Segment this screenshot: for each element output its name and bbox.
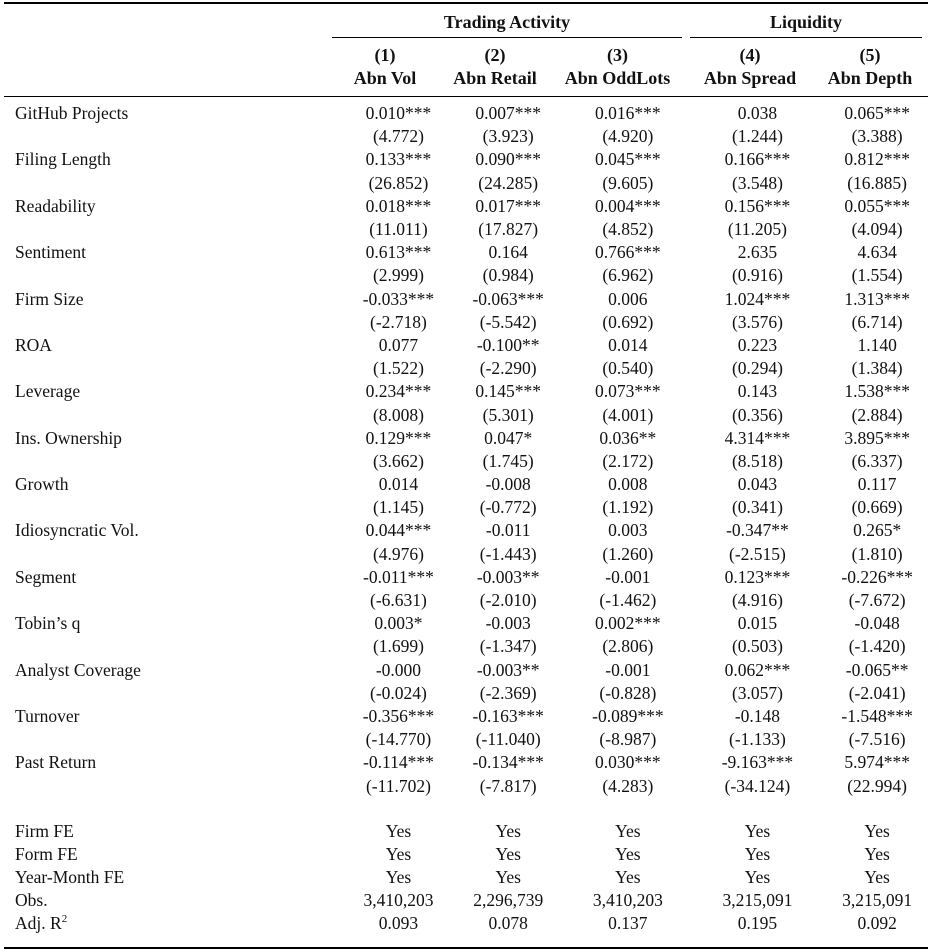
cell-col-4: (-2.515) bbox=[729, 543, 786, 564]
column-number: (4) bbox=[739, 45, 761, 65]
cell-col-5: (6.337) bbox=[851, 450, 903, 471]
group-header-liquidity: Liquidity bbox=[769, 12, 843, 32]
t-stat-row bbox=[0, 635, 932, 658]
cell-col-4: (3.548) bbox=[731, 172, 783, 193]
cell-col-1: (26.852) bbox=[368, 172, 429, 193]
row-label bbox=[0, 566, 344, 589]
cell-col-1: (11.011) bbox=[369, 219, 428, 240]
cell-col-4: 3,215,091 bbox=[722, 890, 793, 911]
cell-col-5: 0.065*** bbox=[844, 103, 910, 124]
cell-col-1: (2.999) bbox=[372, 265, 424, 286]
column-header-4 bbox=[685, 44, 815, 90]
column-number: (3) bbox=[607, 45, 628, 65]
cell-col-5: 1.313*** bbox=[844, 288, 910, 309]
row-label-text: Filing Length bbox=[15, 149, 111, 170]
cell-col-4: -9.163*** bbox=[721, 752, 794, 773]
group-rule-liquidity bbox=[690, 37, 922, 38]
row-label bbox=[0, 357, 344, 380]
cell-col-2: 0.007*** bbox=[475, 103, 541, 124]
row-label-text: ROA bbox=[15, 334, 52, 355]
cell-col-2: (24.285) bbox=[478, 172, 539, 193]
row-label bbox=[0, 473, 344, 496]
cell-col-2: -0.003** bbox=[476, 566, 540, 587]
cell-col-5: 3.895*** bbox=[844, 427, 910, 448]
coefficient-row bbox=[0, 427, 932, 450]
cell-col-1: 0.014 bbox=[378, 474, 419, 495]
coefficient-row bbox=[0, 380, 932, 403]
row-label bbox=[0, 172, 344, 195]
coefficient-table bbox=[0, 102, 932, 936]
cell-col-1: 0.044*** bbox=[365, 520, 432, 541]
cell-col-1: (3.662) bbox=[372, 450, 424, 471]
cell-col-5: 0.092 bbox=[857, 913, 897, 934]
coefficient-row bbox=[0, 566, 932, 589]
t-stat-row bbox=[0, 543, 932, 566]
coefficient-row bbox=[0, 519, 932, 542]
column-name: Abn Depth bbox=[827, 68, 913, 88]
cell-col-4: 1.024*** bbox=[724, 288, 791, 309]
row-label bbox=[0, 659, 344, 682]
row-label bbox=[0, 705, 344, 728]
cell-col-3: 0.014 bbox=[608, 334, 648, 355]
cell-col-4: Yes bbox=[744, 867, 771, 888]
cell-col-5: (4.094) bbox=[851, 219, 903, 240]
cell-col-1: (1.145) bbox=[372, 497, 424, 518]
cell-col-5: (1.384) bbox=[851, 358, 903, 379]
cell-col-5: (-7.672) bbox=[848, 590, 906, 611]
cell-col-3: Yes bbox=[615, 820, 641, 841]
cell-col-5: (6.714) bbox=[851, 311, 903, 332]
cell-col-3: 0.030*** bbox=[595, 752, 661, 773]
cell-col-1: 0.613*** bbox=[365, 242, 432, 263]
cell-col-3: 0.008 bbox=[608, 474, 648, 495]
cell-col-1: (8.008) bbox=[372, 404, 424, 425]
column-number: (5) bbox=[859, 45, 881, 65]
cell-col-5: 3,215,091 bbox=[842, 890, 913, 911]
t-stat-row bbox=[0, 589, 932, 612]
cell-col-1: -0.114*** bbox=[363, 752, 434, 773]
cell-col-2: Yes bbox=[495, 867, 521, 888]
cell-col-4: 0.062*** bbox=[724, 659, 791, 680]
row-label bbox=[0, 889, 344, 912]
t-stat-row bbox=[0, 774, 932, 797]
coefficient-row bbox=[0, 195, 932, 218]
cell-col-3: 0.045*** bbox=[595, 149, 661, 170]
cell-col-3: 0.073*** bbox=[595, 381, 661, 402]
cell-col-2: (5.301) bbox=[482, 404, 534, 425]
cell-col-4: 0.156*** bbox=[724, 195, 791, 216]
cell-col-1: 0.234*** bbox=[365, 381, 432, 402]
cell-col-3: Yes bbox=[615, 843, 641, 864]
superscript: 2 bbox=[61, 913, 68, 926]
cell-col-5: -0.065** bbox=[845, 659, 909, 680]
cell-col-5: 0.117 bbox=[857, 474, 897, 495]
cell-col-3: 0.002*** bbox=[595, 613, 661, 634]
row-label-text: Form FE bbox=[15, 843, 78, 864]
row-label bbox=[0, 264, 344, 287]
spacer-row bbox=[0, 798, 932, 820]
column-name: Abn Retail bbox=[453, 68, 537, 88]
t-stat-row bbox=[0, 728, 932, 751]
cell-col-1: 0.010*** bbox=[365, 103, 432, 124]
table-bottom-rule bbox=[4, 947, 928, 949]
cell-col-5: -1.548*** bbox=[841, 705, 913, 726]
row-label-text: Year-Month FE bbox=[15, 867, 125, 888]
cell-col-4: 4.314*** bbox=[724, 427, 791, 448]
cell-col-5: (1.554) bbox=[851, 265, 903, 286]
column-header-1 bbox=[330, 44, 440, 90]
cell-col-1: 0.018*** bbox=[365, 195, 432, 216]
cell-col-4: 0.195 bbox=[737, 913, 778, 934]
t-stat-row bbox=[0, 218, 932, 241]
t-stat-row bbox=[0, 403, 932, 426]
t-stat-row bbox=[0, 496, 932, 519]
cell-col-4: 0.166*** bbox=[724, 149, 791, 170]
coefficient-row bbox=[0, 288, 932, 311]
cell-col-3: (2.806) bbox=[602, 636, 654, 657]
group-rule-trading-activity bbox=[332, 37, 682, 38]
row-label bbox=[0, 148, 344, 171]
row-label-text: Growth bbox=[15, 474, 69, 495]
cell-col-3: (4.001) bbox=[602, 404, 654, 425]
cell-col-1: (-6.631) bbox=[370, 590, 427, 611]
cell-col-2: -0.134*** bbox=[472, 752, 544, 773]
cell-col-3: (1.192) bbox=[602, 497, 654, 518]
coefficient-row bbox=[0, 473, 932, 496]
cell-col-5: -0.048 bbox=[854, 613, 900, 634]
cell-col-2: (-11.040) bbox=[475, 729, 541, 750]
group-header-trading-activity: Trading Activity bbox=[443, 12, 571, 32]
cell-col-4: (1.244) bbox=[731, 126, 783, 147]
coefficient-row bbox=[0, 659, 932, 682]
row-label-text: Firm Size bbox=[15, 288, 84, 309]
cell-col-5: 4.634 bbox=[857, 242, 897, 263]
cell-col-1: (1.522) bbox=[372, 358, 424, 379]
footer-row bbox=[0, 912, 932, 935]
row-label-text: GitHub Projects bbox=[15, 103, 129, 124]
cell-col-2: 2,296,739 bbox=[473, 890, 544, 911]
row-label bbox=[0, 589, 344, 612]
cell-col-4: (-1.133) bbox=[729, 729, 786, 750]
cell-col-2: (-5.542) bbox=[479, 311, 537, 332]
row-label bbox=[0, 751, 344, 774]
row-label-text: Tobin’s q bbox=[15, 613, 81, 634]
cell-col-4: (3.576) bbox=[731, 311, 783, 332]
cell-col-4: (0.356) bbox=[731, 404, 783, 425]
row-label bbox=[0, 543, 344, 566]
cell-col-1: -0.000 bbox=[375, 659, 422, 680]
cell-col-3: 0.036** bbox=[599, 427, 657, 448]
cell-col-2: -0.003 bbox=[485, 613, 531, 634]
cell-col-5: 0.055*** bbox=[844, 195, 910, 216]
cell-col-1: 3,410,203 bbox=[363, 890, 434, 911]
row-label bbox=[0, 288, 344, 311]
cell-col-2: (-1.347) bbox=[479, 636, 537, 657]
row-label bbox=[0, 195, 344, 218]
cell-col-5: (-2.041) bbox=[848, 682, 906, 703]
cell-col-2: (-2.290) bbox=[479, 358, 537, 379]
cell-col-3: (-0.828) bbox=[599, 682, 657, 703]
cell-col-5: (3.388) bbox=[851, 126, 903, 147]
cell-col-5: (-7.516) bbox=[848, 729, 906, 750]
cell-col-4: (-34.124) bbox=[724, 775, 791, 796]
t-stat-row bbox=[0, 172, 932, 195]
cell-col-5: 0.265* bbox=[853, 520, 902, 541]
row-label-text: Segment bbox=[15, 566, 77, 587]
t-stat-row bbox=[0, 125, 932, 148]
cell-col-1: Yes bbox=[385, 843, 412, 864]
cell-col-3: 0.006 bbox=[608, 288, 648, 309]
footer-row bbox=[0, 866, 932, 889]
cell-col-5: Yes bbox=[864, 843, 890, 864]
cell-col-5: Yes bbox=[864, 820, 890, 841]
column-name: Abn Vol bbox=[353, 68, 417, 88]
header-bottom-rule bbox=[4, 96, 928, 97]
cell-col-2: (17.827) bbox=[478, 219, 539, 240]
cell-col-2: -0.011 bbox=[485, 520, 531, 541]
cell-col-1: -0.033*** bbox=[362, 288, 435, 309]
cell-col-4: 0.038 bbox=[737, 103, 778, 124]
cell-col-2: 0.017*** bbox=[475, 195, 541, 216]
cell-col-1: 0.093 bbox=[378, 913, 419, 934]
cell-col-2: (1.745) bbox=[482, 450, 534, 471]
cell-col-4: 0.143 bbox=[737, 381, 778, 402]
cell-col-5: 5.974*** bbox=[844, 752, 910, 773]
row-label bbox=[0, 102, 344, 125]
t-stat-row bbox=[0, 450, 932, 473]
cell-col-5: 1.538*** bbox=[844, 381, 910, 402]
cell-col-5: (2.884) bbox=[851, 404, 903, 425]
cell-col-2: (-7.817) bbox=[479, 775, 537, 796]
cell-col-2: (-1.443) bbox=[479, 543, 537, 564]
column-header-5 bbox=[815, 44, 925, 90]
row-label bbox=[0, 450, 344, 473]
t-stat-row bbox=[0, 682, 932, 705]
column-header-2 bbox=[440, 44, 550, 90]
footer-row bbox=[0, 889, 932, 912]
cell-col-2: 0.078 bbox=[488, 913, 528, 934]
row-label-text: Readability bbox=[15, 195, 96, 216]
table-top-rule bbox=[4, 2, 928, 4]
column-number: (1) bbox=[374, 45, 396, 65]
cell-col-2: 0.145*** bbox=[475, 381, 541, 402]
row-label bbox=[0, 612, 344, 635]
cell-col-1: (4.772) bbox=[372, 126, 424, 147]
column-name: Abn OddLots bbox=[564, 68, 671, 88]
cell-col-4: -0.347** bbox=[726, 520, 789, 541]
cell-col-4: -0.148 bbox=[734, 705, 781, 726]
row-label-text: Leverage bbox=[15, 381, 81, 402]
row-label-text: Turnover bbox=[15, 705, 80, 726]
cell-col-3: (6.962) bbox=[602, 265, 654, 286]
cell-col-3: (4.852) bbox=[602, 219, 654, 240]
cell-col-3: 0.016*** bbox=[595, 103, 661, 124]
row-label bbox=[0, 125, 344, 148]
row-label bbox=[0, 380, 344, 403]
cell-col-4: (11.205) bbox=[727, 219, 788, 240]
cell-col-4: (0.916) bbox=[731, 265, 783, 286]
cell-col-4: Yes bbox=[744, 843, 771, 864]
cell-col-5: (-1.420) bbox=[848, 636, 906, 657]
row-label bbox=[0, 403, 344, 426]
cell-col-3: 0.004*** bbox=[595, 195, 661, 216]
cell-col-4: (8.518) bbox=[731, 450, 783, 471]
cell-col-1: (-11.702) bbox=[365, 775, 431, 796]
row-label bbox=[0, 912, 344, 935]
cell-col-1: (-2.718) bbox=[370, 311, 427, 332]
cell-col-2: 0.164 bbox=[488, 242, 528, 263]
row-label-text: Firm FE bbox=[15, 820, 74, 841]
cell-col-4: (0.341) bbox=[731, 497, 783, 518]
cell-col-3: 0.137 bbox=[608, 913, 648, 934]
cell-col-3: Yes bbox=[615, 867, 641, 888]
cell-col-2: Yes bbox=[495, 820, 521, 841]
row-label bbox=[0, 311, 344, 334]
cell-col-1: (1.699) bbox=[372, 636, 424, 657]
cell-col-4: 0.043 bbox=[737, 474, 778, 495]
row-label bbox=[0, 334, 344, 357]
cell-col-3: 3,410,203 bbox=[592, 890, 663, 911]
cell-col-2: (-2.369) bbox=[479, 682, 537, 703]
coefficient-row bbox=[0, 241, 932, 264]
cell-col-4: 2.635 bbox=[737, 242, 778, 263]
cell-col-1: Yes bbox=[385, 820, 412, 841]
cell-col-2: -0.003** bbox=[476, 659, 540, 680]
row-label bbox=[0, 635, 344, 658]
row-label-text: Sentiment bbox=[15, 242, 86, 263]
cell-col-5: 1.140 bbox=[857, 334, 897, 355]
row-label-text: Past Return bbox=[15, 752, 97, 773]
cell-col-1: 0.003* bbox=[374, 613, 423, 634]
cell-col-1: (4.976) bbox=[372, 543, 424, 564]
cell-col-5: (16.885) bbox=[847, 172, 908, 193]
row-label-text: Ins. Ownership bbox=[15, 427, 122, 448]
cell-col-2: Yes bbox=[495, 843, 521, 864]
coefficient-row bbox=[0, 148, 932, 171]
row-label bbox=[0, 866, 344, 889]
coefficient-row bbox=[0, 705, 932, 728]
coefficient-row bbox=[0, 751, 932, 774]
cell-col-4: (3.057) bbox=[731, 682, 783, 703]
cell-col-4: 0.123*** bbox=[724, 566, 791, 587]
cell-col-2: (3.923) bbox=[482, 126, 534, 147]
column-header-3 bbox=[550, 44, 685, 90]
cell-col-4: 0.015 bbox=[737, 613, 778, 634]
column-name: Abn Spread bbox=[703, 68, 797, 88]
cell-col-3: (-8.987) bbox=[599, 729, 657, 750]
cell-col-4: Yes bbox=[744, 820, 771, 841]
cell-col-3: (1.260) bbox=[602, 543, 654, 564]
cell-col-3: (0.540) bbox=[602, 358, 654, 379]
cell-col-3: (-1.462) bbox=[599, 590, 657, 611]
t-stat-row bbox=[0, 311, 932, 334]
cell-col-5: -0.226*** bbox=[841, 566, 913, 587]
row-label bbox=[0, 427, 344, 450]
cell-col-4: 0.223 bbox=[737, 334, 778, 355]
cell-col-3: -0.001 bbox=[605, 659, 651, 680]
row-label bbox=[0, 774, 344, 797]
cell-col-2: -0.100** bbox=[476, 334, 540, 355]
cell-col-2: -0.063*** bbox=[472, 288, 544, 309]
cell-col-3: (9.605) bbox=[602, 172, 654, 193]
cell-col-1: (-0.024) bbox=[370, 682, 427, 703]
row-label bbox=[0, 728, 344, 751]
coefficient-row bbox=[0, 612, 932, 635]
cell-col-5: (0.669) bbox=[851, 497, 903, 518]
cell-col-5: (22.994) bbox=[847, 775, 908, 796]
row-label-text: Adj. R bbox=[15, 913, 62, 934]
cell-col-1: (-14.770) bbox=[365, 729, 432, 750]
cell-col-3: 0.766*** bbox=[595, 242, 661, 263]
cell-col-4: (0.503) bbox=[731, 636, 783, 657]
t-stat-row bbox=[0, 264, 932, 287]
t-stat-row bbox=[0, 357, 932, 380]
cell-col-2: (-0.772) bbox=[479, 497, 537, 518]
cell-col-3: 0.003 bbox=[608, 520, 648, 541]
cell-col-5: Yes bbox=[864, 867, 890, 888]
cell-col-3: (4.283) bbox=[602, 775, 654, 796]
cell-col-2: -0.163*** bbox=[472, 705, 544, 726]
coefficient-row bbox=[0, 334, 932, 357]
row-label bbox=[0, 843, 344, 866]
cell-col-2: (-2.010) bbox=[479, 590, 537, 611]
cell-col-1: 0.133*** bbox=[365, 149, 432, 170]
row-label bbox=[0, 496, 344, 519]
cell-col-2: (0.984) bbox=[482, 265, 534, 286]
cell-col-3: (0.692) bbox=[602, 311, 654, 332]
row-label bbox=[0, 682, 344, 705]
row-label bbox=[0, 820, 344, 843]
row-label-text: Obs. bbox=[15, 890, 48, 911]
cell-col-1: 0.129*** bbox=[365, 427, 432, 448]
row-label bbox=[0, 519, 344, 542]
column-number: (2) bbox=[484, 45, 506, 65]
cell-col-4: (0.294) bbox=[731, 358, 783, 379]
cell-col-1: 0.077 bbox=[378, 334, 419, 355]
cell-col-1: -0.356*** bbox=[362, 705, 435, 726]
cell-col-3: (2.172) bbox=[602, 450, 654, 471]
footer-row bbox=[0, 843, 932, 866]
row-label bbox=[0, 241, 344, 264]
cell-col-3: -0.089*** bbox=[592, 705, 664, 726]
cell-col-1: -0.011*** bbox=[363, 566, 434, 587]
cell-col-1: Yes bbox=[385, 867, 412, 888]
cell-col-2: 0.090*** bbox=[475, 149, 541, 170]
row-label bbox=[0, 218, 344, 241]
row-label-text: Analyst Coverage bbox=[15, 659, 141, 680]
cell-col-3: -0.001 bbox=[605, 566, 651, 587]
cell-col-2: -0.008 bbox=[485, 474, 531, 495]
cell-col-3: (4.920) bbox=[602, 126, 654, 147]
cell-col-5: 0.812*** bbox=[844, 149, 910, 170]
footer-row bbox=[0, 820, 932, 843]
cell-col-4: (4.916) bbox=[731, 590, 783, 611]
coefficient-row bbox=[0, 102, 932, 125]
cell-col-2: 0.047* bbox=[484, 427, 533, 448]
cell-col-5: (1.810) bbox=[851, 543, 903, 564]
row-label-text: Idiosyncratic Vol. bbox=[15, 520, 139, 541]
